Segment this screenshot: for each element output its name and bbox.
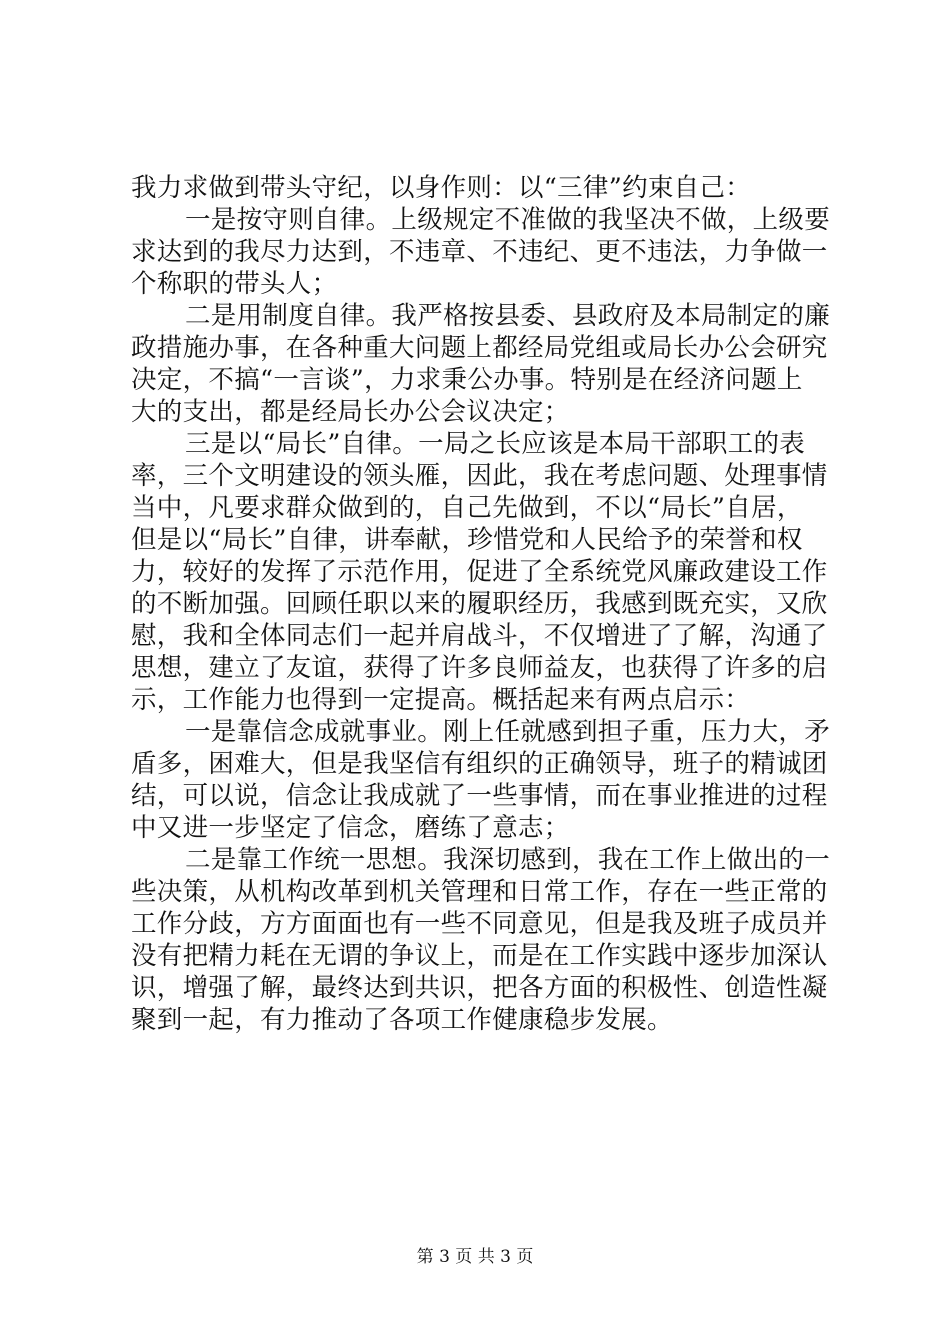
text-line: 我力求做到带头守纪，以身作则：以“三律”约束自己： <box>131 173 752 203</box>
text-line: 一是靠信念成就事业。刚上任就感到担子重，压力大，矛 <box>185 717 831 747</box>
paragraph <box>131 172 831 204</box>
text-line: 个称职的带头人； <box>131 269 338 299</box>
text-line: 慰，我和全体同志们一起并肩战斗，不仅增进了了解，沟通了 <box>131 621 828 651</box>
text-line: 三是以“局长”自律。一局之长应该是本局干部职工的表 <box>185 429 806 459</box>
paragraph <box>131 428 831 716</box>
text-line: 大的支出，都是经局长办公会议决定； <box>131 397 570 427</box>
text-line: 识，增强了解，最终达到共识，把各方面的积极性、创造性凝 <box>131 973 828 1003</box>
paragraph <box>131 300 831 428</box>
text-line: 决定，不搞“一言谈”，力求秉公办事。特别是在经济问题上 <box>131 365 803 395</box>
text-line: 盾多，困难大，但是我坚信有组织的正确领导，班子的精诚团 <box>131 749 828 779</box>
text-line: 示，工作能力也得到一定提高。概括起来有两点启示： <box>131 685 751 715</box>
text-line: 思想，建立了友谊，获得了许多良师益友，也获得了许多的启 <box>131 653 828 683</box>
paragraph <box>131 844 831 1036</box>
text-line: 率，三个文明建设的领头雁，因此，我在考虑问题、处理事情 <box>131 461 828 491</box>
text-line: 但是以“局长”自律，讲奉献，珍惜党和人民给予的荣誉和权 <box>131 525 803 555</box>
text-line: 当中，凡要求群众做到的，自己先做到，不以“局长”自居， <box>131 493 803 523</box>
text-line: 些决策，从机构改革到机关管理和日常工作，存在一些正常的 <box>131 877 828 907</box>
text-line: 二是用制度自律。我严格按县委、县政府及本局制定的廉 <box>185 301 831 331</box>
text-line: 力，较好的发挥了示范作用，促进了全系统党风廉政建设工作 <box>131 557 828 587</box>
text-line: 结，可以说，信念让我成就了一些事情，而在事业推进的过程 <box>131 781 828 811</box>
text-line: 二是靠工作统一思想。我深切感到，我在工作上做出的一 <box>185 845 831 875</box>
paragraph <box>131 716 831 844</box>
text-line: 的不断加强。回顾任职以来的履职经历，我感到既充实，又欣 <box>131 589 828 619</box>
text-line: 工作分歧，方方面面也有一些不同意见，但是我及班子成员并 <box>131 909 828 939</box>
text-line: 求达到的我尽力达到，不违章、不违纪、更不违法，力争做一 <box>131 237 828 267</box>
text-line: 没有把精力耗在无谓的争议上，而是在工作实践中逐步加深认 <box>131 941 828 971</box>
paragraph <box>131 204 831 300</box>
document-body <box>131 172 831 1036</box>
page-number-footer: 第 3 页 共 3 页 <box>416 1247 534 1267</box>
text-line: 一是按守则自律。上级规定不准做的我坚决不做，上级要 <box>185 205 831 235</box>
text-line: 政措施办事，在各种重大问题上都经局党组或局长办公会研究 <box>131 333 828 363</box>
text-line: 聚到一起，有力推动了各项工作健康稳步发展。 <box>131 1005 673 1035</box>
text-line: 中又进一步坚定了信念，磨练了意志； <box>131 813 570 843</box>
